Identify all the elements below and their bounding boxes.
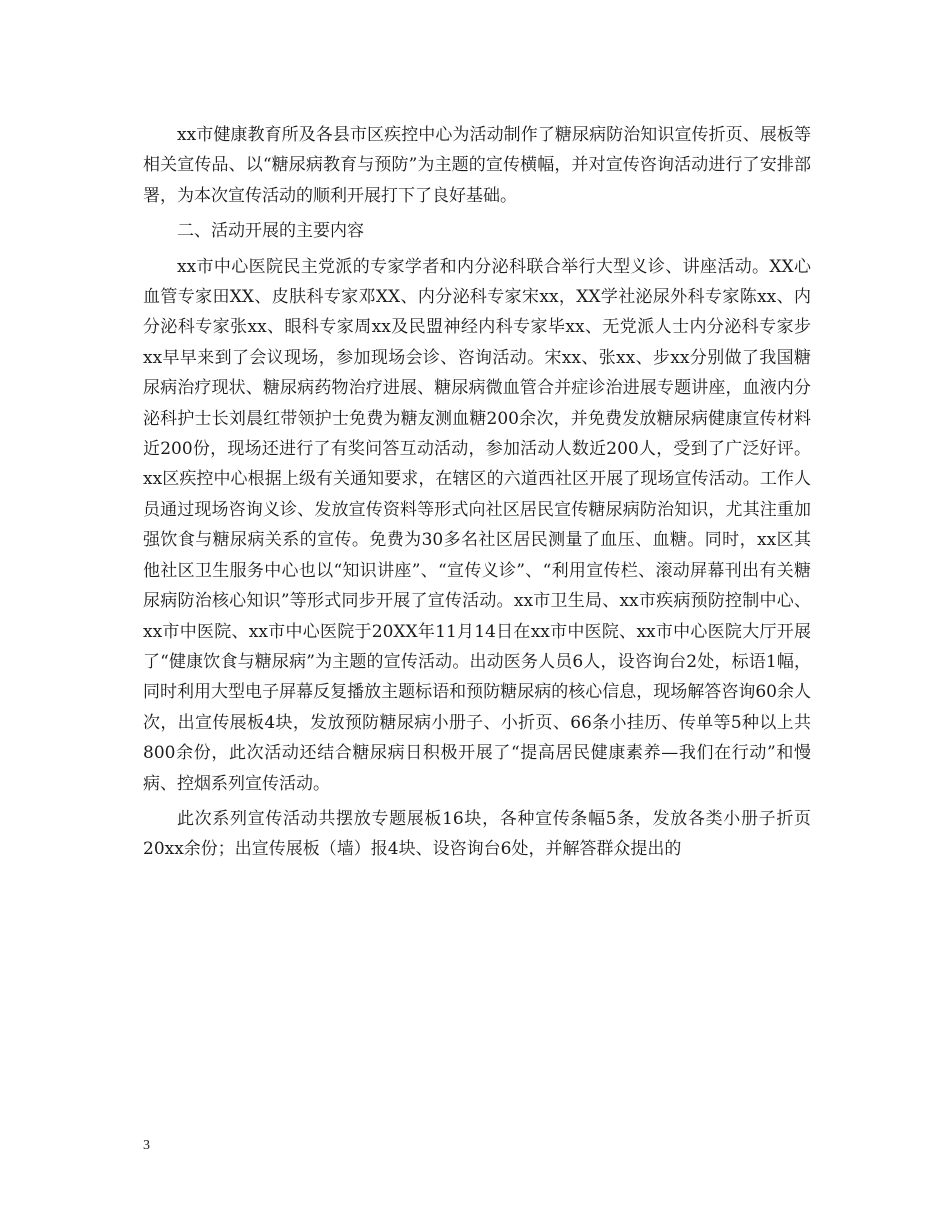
- paragraph-preparation: xx市健康教育所及各县市区疾控中心为活动制作了糖尿病防治知识宣传折页、展板等相关宣传品、以“糖尿病教育与预防”为主题的宣传横幅，并对宣传咨询活动进行了安排部署，为本次宣传活动的顺利开展打下了良好基础。: [143, 125, 811, 206]
- paragraph-summary: 此次系列宣传活动共摆放专题展板16块，各种宣传条幅5条，发放各类小册子折页20xx余份；出宣传展板（墙）报4块、设咨询台6处，并解答群众提出的: [143, 808, 811, 860]
- page-number: 3: [143, 1138, 150, 1153]
- section-heading-activities: 二、活动开展的主要内容: [177, 221, 364, 242]
- document-body: [143, 120, 811, 865]
- paragraph-activities-detail: xx市中心医院民主党派的专家学者和内分泌科联合举行大型义诊、讲座活动。XX心血管专家田XX、皮肤科专家邓XX、内分泌科专家宋xx，XX学社泌尿外科专家陈xx、内分泌科专家张xx、眼科专家周xx及民盟神经内科专家毕xx、无党派人士内分泌科专家步xx早早来到了会议现场，参加现场会诊、咨询活动。宋xx、张xx、步xx分别做了我国糖尿病治疗现状、糖尿病药物治疗进展、糖尿病微血管合并症诊治进展专题讲座，血液内分泌科护士长刘晨红带领护士免费为糖友测血糖200余次，并免费发放糖尿病健康宣传材料近200份，现场还进行了有奖问答互动活动，参加活动人数近200人，受到了广泛好评。xx区疾控中心根据上级有关通知要求，在辖区的六道西社区开展了现场宣传活动。工作人员通过现场咨询义诊、发放宣传资料等形式向社区居民宣传糖尿病防治知识，尤其注重加强饮食与糖尿病关系的宣传。免费为30多名社区居民测量了血压、血糖。同时，xx区其他社区卫生服务中心也以“知识讲座”、“宣传义诊”、“利用宣传栏、滚动屏幕刊出有关糖尿病防治核心知识”等形式同步开展了宣传活动。xx市卫生局、xx市疾病预防控制中心、xx市中医院、xx市中心医院于20XX年11月14日在xx市中医院、xx市中心医院大厅开展了“健康饮食与糖尿病”为主题的宣传活动。出动医务人员6人，设咨询台2处，标语1幅，同时利用大型电子屏幕反复播放主题标语和预防糖尿病的核心信息，现场解答咨询60余人次，出宣传展板4块，发放预防糖尿病小册子、小折页、66条小挂历、传单等5种以上共800余份，此次活动还结合糖尿病日积极开展了“提高居民健康素养—我们在行动”和慢病、控烟系列宣传活动。: [143, 256, 811, 794]
